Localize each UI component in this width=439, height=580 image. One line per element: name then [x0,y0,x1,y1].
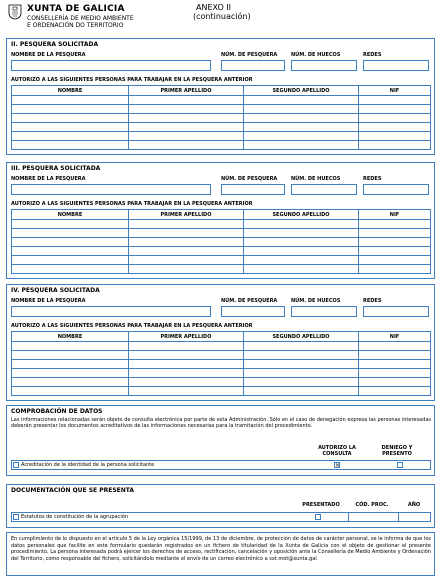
nets-field[interactable] [363,184,429,195]
label-name: NOMBRE DE LA PESQUERA [11,176,86,182]
label-number: NÚM. DE PESQUERA [221,176,278,182]
table-row[interactable] [12,378,431,387]
annex-title: ANEXO II [196,3,232,12]
col-nif: NIF [359,86,431,96]
name-field[interactable] [11,306,211,317]
col-deny-present: DENIEGO Y PRESENTO [381,445,413,457]
table-row[interactable] [12,132,431,141]
data-check-section [6,405,435,476]
section-title: COMPROBACIÓN DE DATOS [11,408,103,415]
deny-checkbox[interactable] [397,462,403,468]
label-holes: NÚM. DE HUECOS [291,176,341,182]
col-name: NOMBRE [12,86,129,96]
table-row[interactable] [12,256,431,265]
section-title: DOCUMENTACIÓN QUE SE PRESENTA [11,487,135,494]
col-surname2: SEGUNDO APELLIDO [244,332,359,342]
authorize-label: AUTORIZO A LAS SIGUIENTES PERSONAS PARA TRABAJAR EN LA PESQUERA ANTERIOR [11,201,253,207]
documentation-row [11,512,431,522]
label-name: NOMBRE DE LA PESQUERA [11,298,86,304]
table-row[interactable] [12,220,431,229]
documentation-section [6,484,435,528]
table-row[interactable] [12,351,431,360]
proc-code-field[interactable] [348,513,395,521]
table-row[interactable] [12,265,431,274]
section-iii [6,162,435,279]
legal-text: En cumplimiento de lo dispuesto en el artículo 5 de la Ley orgánica 15/1999, de 13 de diciembre, de protección de datos de carácter personal, se le informa de que los datos personales que facilite en este formulario quedarán registrados en un fichero de titularidad de la Xunta de Galicia con el objeto de gestionar el presente procedimiento. La persona interesada podrá ejercer los derechos de acceso, rectificación, cancelación y oposición ante la Consellería de Medio Ambiente y Ordenación del Territorio, como responsable del fichero, solicitándolo mediante el envío de un correo electrónico a sxt.mot@xunta.gal [11,536,431,562]
col-surname1: PRIMER APELLIDO [129,210,244,220]
table-row[interactable] [12,238,431,247]
authorize-label: AUTORIZO A LAS SIGUIENTES PERSONAS PARA TRABAJAR EN LA PESQUERA ANTERIOR [11,77,253,83]
col-authorize-consult: AUTORIZO LA CONSULTA [318,445,356,457]
section-title: IV. PESQUERA SOLICITADA [11,287,100,294]
col-year: AÑO [407,502,421,508]
presented-checkbox[interactable] [315,514,321,520]
number-field[interactable] [221,306,285,317]
workers-table [11,331,431,396]
table-row[interactable] [12,141,431,150]
number-field[interactable] [221,184,285,195]
row-checkbox[interactable] [13,514,19,520]
annex-subtitle: (continuación) [193,12,251,21]
section-title: III. PESQUERA SOLICITADA [11,165,101,172]
row-checkbox[interactable] [13,462,19,468]
section-iv [6,284,435,401]
col-nif: NIF [359,332,431,342]
nets-field[interactable] [363,60,429,71]
statutes-label: Estatutos de constitución de la agrupación [21,514,128,520]
section-title: II. PESQUERA SOLICITADA [11,41,99,48]
data-check-row [11,460,431,470]
col-surname2: SEGUNDO APELLIDO [244,210,359,220]
authorize-label: AUTORIZO A LAS SIGUIENTES PERSONAS PARA TRABAJAR EN LA PESQUERA ANTERIOR [11,323,253,329]
col-proc-code: CÓD. PROC. [355,502,389,508]
holes-field[interactable] [291,306,357,317]
col-surname2: SEGUNDO APELLIDO [244,86,359,96]
identity-label: Acreditación de la identidad de la persona solicitante [21,462,155,468]
table-row[interactable] [12,123,431,132]
table-row[interactable] [12,114,431,123]
table-row[interactable] [12,96,431,105]
table-row[interactable] [12,369,431,378]
authorize-checkbox[interactable]: × [335,462,341,469]
table-row[interactable] [12,342,431,351]
col-nif: NIF [359,210,431,220]
data-check-text: Las informaciones relacionadas serán objeto de consulta electrónica por parte de esta Administración. Sólo en el caso de denegación expresa las personas interesadas deberán presentar los documentos acreditativos de las informaciones necesarias para la tramitación del procedimiento. [11,417,431,429]
section-ii [6,38,435,155]
brand-name: XUNTA DE GALICIA [27,4,125,14]
label-holes: NÚM. DE HUECOS [291,298,341,304]
holes-field[interactable] [291,184,357,195]
ministry-line1: CONSELLERÍA DE MEDIO AMBIENTE [27,15,134,22]
col-surname1: PRIMER APELLIDO [129,332,244,342]
table-row[interactable] [12,105,431,114]
label-nets: REDES [363,298,382,304]
name-field[interactable] [11,184,211,195]
label-number: NÚM. DE PESQUERA [221,298,278,304]
ministry-line2: E ORDENACIÓN DO TERRITORIO [27,22,124,29]
name-field[interactable] [11,60,211,71]
col-surname1: PRIMER APELLIDO [129,86,244,96]
col-presented: PRESENTADO [302,502,340,508]
label-holes: NÚM. DE HUECOS [291,52,341,58]
label-name: NOMBRE DE LA PESQUERA [11,52,86,58]
table-row[interactable] [12,387,431,396]
holes-field[interactable] [291,60,357,71]
label-nets: REDES [363,176,382,182]
year-field[interactable] [398,513,431,521]
table-row[interactable] [12,247,431,256]
legal-notice [6,532,435,576]
col-name: NOMBRE [12,332,129,342]
col-name: NOMBRE [12,210,129,220]
xunta-logo [8,4,22,20]
table-row[interactable] [12,360,431,369]
number-field[interactable] [221,60,285,71]
nets-field[interactable] [363,306,429,317]
label-number: NÚM. DE PESQUERA [221,52,278,58]
workers-table [11,85,431,150]
workers-table [11,209,431,274]
label-nets: REDES [363,52,382,58]
table-row[interactable] [12,229,431,238]
